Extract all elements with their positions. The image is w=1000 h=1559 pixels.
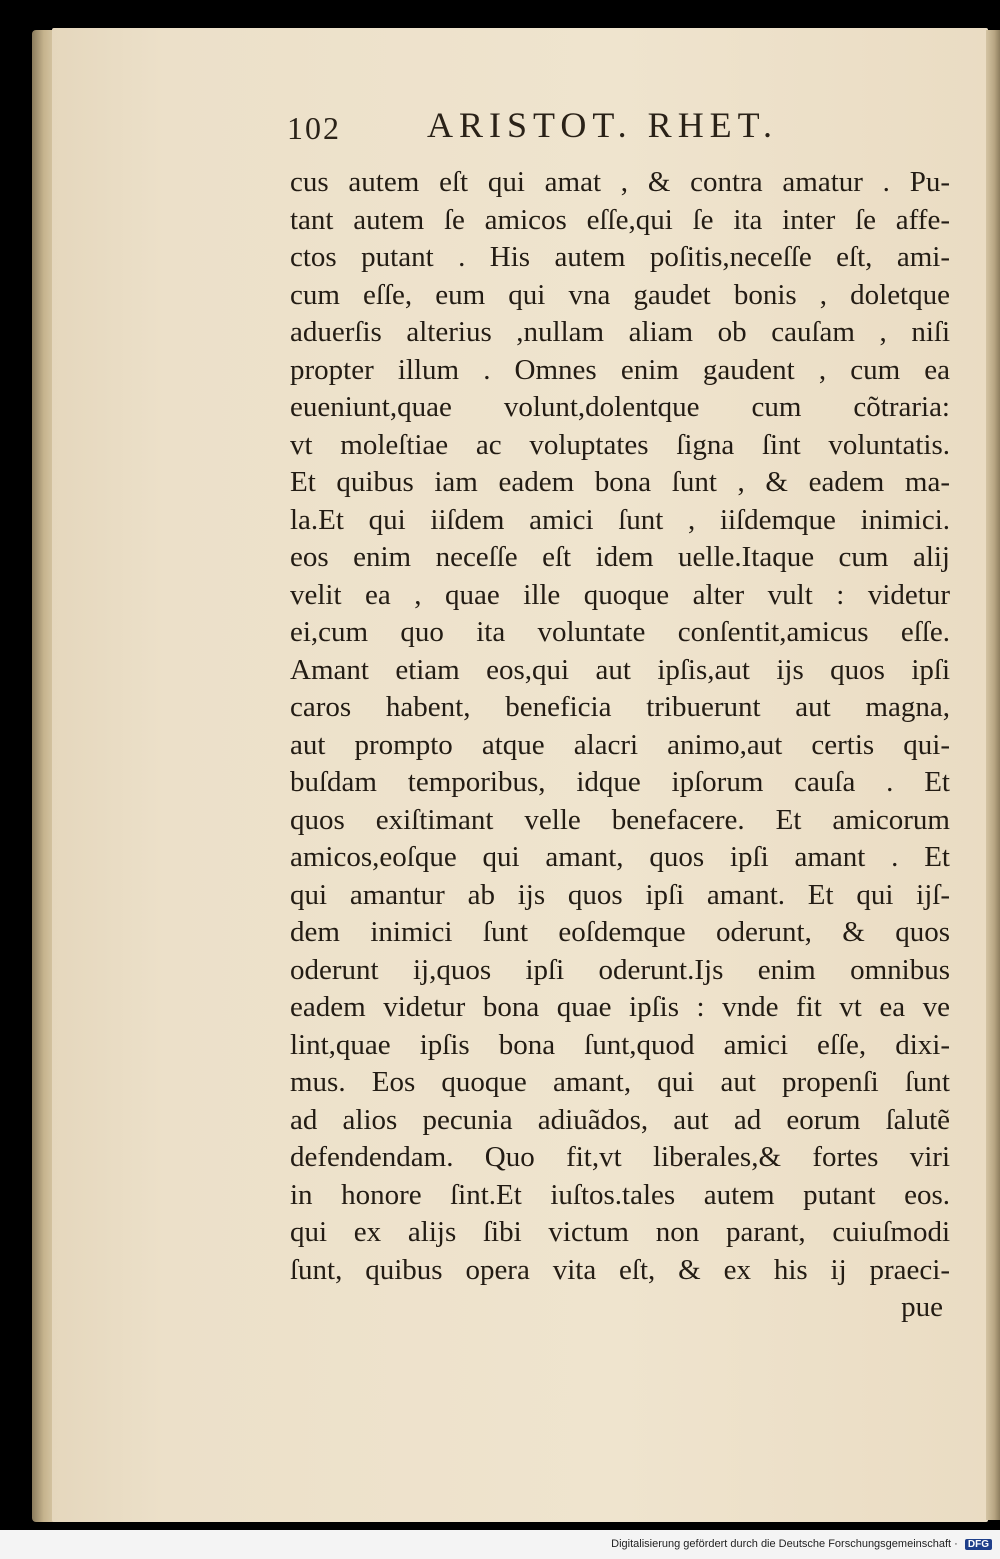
text-line: ad alios pecunia adiuãdos, aut ad eorum ſalutẽ xyxy=(290,1103,950,1136)
text-line: vt moleſtiae ac voluptates ſigna ſint voluntatis. xyxy=(290,428,950,461)
text-line: ctos putant . His autem poſitis,neceſſe eſt, ami- xyxy=(290,241,950,273)
text-line: cum eſſe, eum qui vna gaudet bonis , doletque xyxy=(290,278,950,311)
text-line: amicos,eoſque qui amant, quos ipſi amant . Et xyxy=(290,841,950,873)
text-line: quos exiſtimant velle benefacere. Et amicorum xyxy=(290,803,950,836)
running-head xyxy=(287,104,877,164)
text-line: ſunt, quibus opera vita eſt, & ex his ij praeci- xyxy=(290,1253,950,1286)
text-line: lint,quae ipſis bona ſunt,quod amici eſſe, dixi- xyxy=(290,1028,950,1061)
text-line: eueniunt,quae volunt,dolentque cum cõtraria: xyxy=(290,391,950,423)
text-line: ei,cum quo ita voluntate conſentit,amicus eſſe. xyxy=(290,616,950,648)
text-line: mus. Eos quoque amant, qui aut propenſi ſunt xyxy=(290,1066,950,1098)
text-line: eos enim neceſſe eſt idem uelle.Itaque cum alij xyxy=(290,541,950,573)
text-line: in honore ſint.Et iuſtos.tales autem putant eos. xyxy=(290,1178,950,1211)
text-line: caros habent, beneficia tribuerunt aut magna, xyxy=(290,691,950,723)
text-line: aduerſis alterius ,nullam aliam ob cauſam , niſi xyxy=(290,316,950,348)
text-line: qui ex alijs ſibi victum non parant, cuiuſmodi xyxy=(290,1216,950,1248)
text-line: defendendam. Quo fit,vt liberales,& fortes viri xyxy=(290,1141,950,1173)
text-line: buſdam temporibus, idque ipſorum cauſa . Et xyxy=(290,766,950,798)
text-line: dem inimici ſunt eoſdemque oderunt, & quos xyxy=(290,916,950,948)
running-title: ARISTOT. RHET. xyxy=(427,105,778,145)
text-line: Amant etiam eos,qui aut ipſis,aut ijs quos ipſi xyxy=(290,653,950,686)
text-line: tant autem ſe amicos eſſe,qui ſe ita inter ſe affe- xyxy=(290,203,950,236)
body-text xyxy=(290,164,950,1327)
text-line: oderunt ij,quos ipſi oderunt.Ijs enim omnibus xyxy=(290,953,950,986)
funding-credit-text: Digitalisierung gefördert durch die Deutsche Forschungsgemeinschaft · xyxy=(611,1538,958,1550)
page-number: 102 xyxy=(287,110,341,146)
dfg-logo: DFG xyxy=(965,1539,992,1550)
text-line: cus autem eſt qui amat , & contra amatur . Pu- xyxy=(290,166,950,198)
text-line: eadem videtur bona quae ipſis : vnde fit vt ea ve xyxy=(290,991,950,1023)
text-line: propter illum . Omnes enim gaudent , cum ea xyxy=(290,353,950,386)
text-line: qui amantur ab ijs quos ipſi amant. Et qui ijſ- xyxy=(290,878,950,911)
text-line: velit ea , quae ille quoque alter vult : videtur xyxy=(290,578,950,611)
page-edge-right xyxy=(986,30,1000,1520)
funding-credit xyxy=(611,1538,992,1550)
catchword: pue xyxy=(901,1291,943,1323)
text-line: la.Et qui iiſdem amici ſunt , iiſdemque inimici. xyxy=(290,503,950,536)
text-line: aut prompto atque alacri animo,aut certis qui- xyxy=(290,728,950,761)
text-line: Et quibus iam eadem bona ſunt , & eadem ma- xyxy=(290,466,950,498)
